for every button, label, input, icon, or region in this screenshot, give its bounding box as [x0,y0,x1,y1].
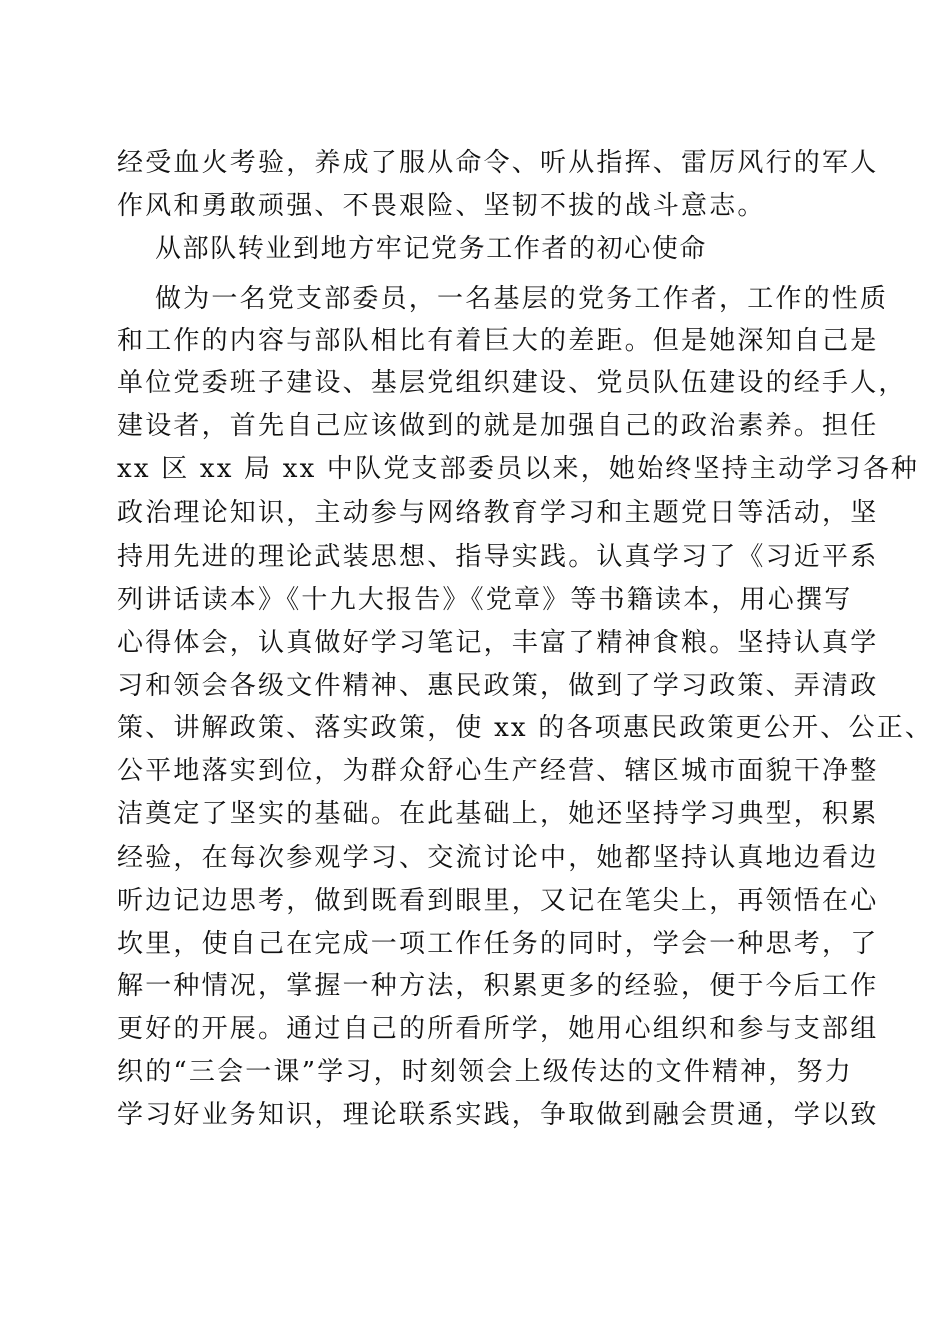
paragraph-line: 坎里，使自己在完成一项工作任务的同时，学会一种思考，了 [117,929,879,959]
paragraph-line: 心得体会，认真做好学习笔记，丰富了精神食粮。坚持认真学 [117,628,879,658]
paragraph-line: 政治理论知识，主动参与网络教育学习和主题党日等活动，坚 [117,498,879,528]
paragraph-line: 公平地落实到位，为群众舒心生产经营、辖区城市面貌干净整 [117,756,879,786]
section-heading: 从部队转业到地方牢记党务工作者的初心使命 [155,234,708,264]
paragraph-line: 洁奠定了坚实的基础。在此基础上，她还坚持学习典型，积累 [117,799,879,829]
paragraph-line: 学习好业务知识，理论联系实践，争取做到融会贯通，学以致 [117,1100,879,1130]
paragraph-line: 解一种情况，掌握一种方法，积累更多的经验，便于今后工作 [117,971,879,1001]
paragraph-line: 持用先进的理论武装思想、指导实践。认真学习了《习近平系 [117,542,879,572]
paragraph-line: 作风和勇敢顽强、不畏艰险、坚韧不拔的战斗意志。 [117,191,766,221]
paragraph-line: 听边记边思考，做到既看到眼里，又记在笔尖上，再领悟在心 [117,886,879,916]
paragraph-line: 经受血火考验，养成了服从命令、听从指挥、雷厉风行的军人 [117,148,879,178]
paragraph-line: 和工作的内容与部队相比有着巨大的差距。但是她深知自己是 [117,326,879,356]
paragraph-line: 更好的开展。通过自己的所看所学，她用心组织和参与支部组 [117,1014,879,1044]
paragraph-line: xx 区 xx 局 xx 中队党支部委员以来，她始终坚持主动学习各种 [117,454,920,484]
paragraph-line: 经验，在每次参观学习、交流讨论中，她都坚持认真地边看边 [117,843,879,873]
paragraph-line: 做为一名党支部委员，一名基层的党务工作者，工作的性质 [155,284,889,314]
paragraph-line: 织的“三会一课”学习，时刻领会上级传达的文件精神，努力 [117,1057,853,1087]
paragraph-line: 单位党委班子建设、基层党组织建设、党员队伍建设的经手人， [117,368,907,398]
paragraph-line: 建设者，首先自己应该做到的就是加强自己的政治素养。担任 [117,411,879,441]
paragraph-line: 习和领会各级文件精神、惠民政策，做到了学习政策、弄清政 [117,671,879,701]
paragraph-line: 列讲话读本》《十九大报告》《党章》等书籍读本，用心撰写 [117,585,853,615]
paragraph-line: 策、讲解政策、落实政策，使 xx 的各项惠民政策更公开、公正、 [117,713,934,743]
